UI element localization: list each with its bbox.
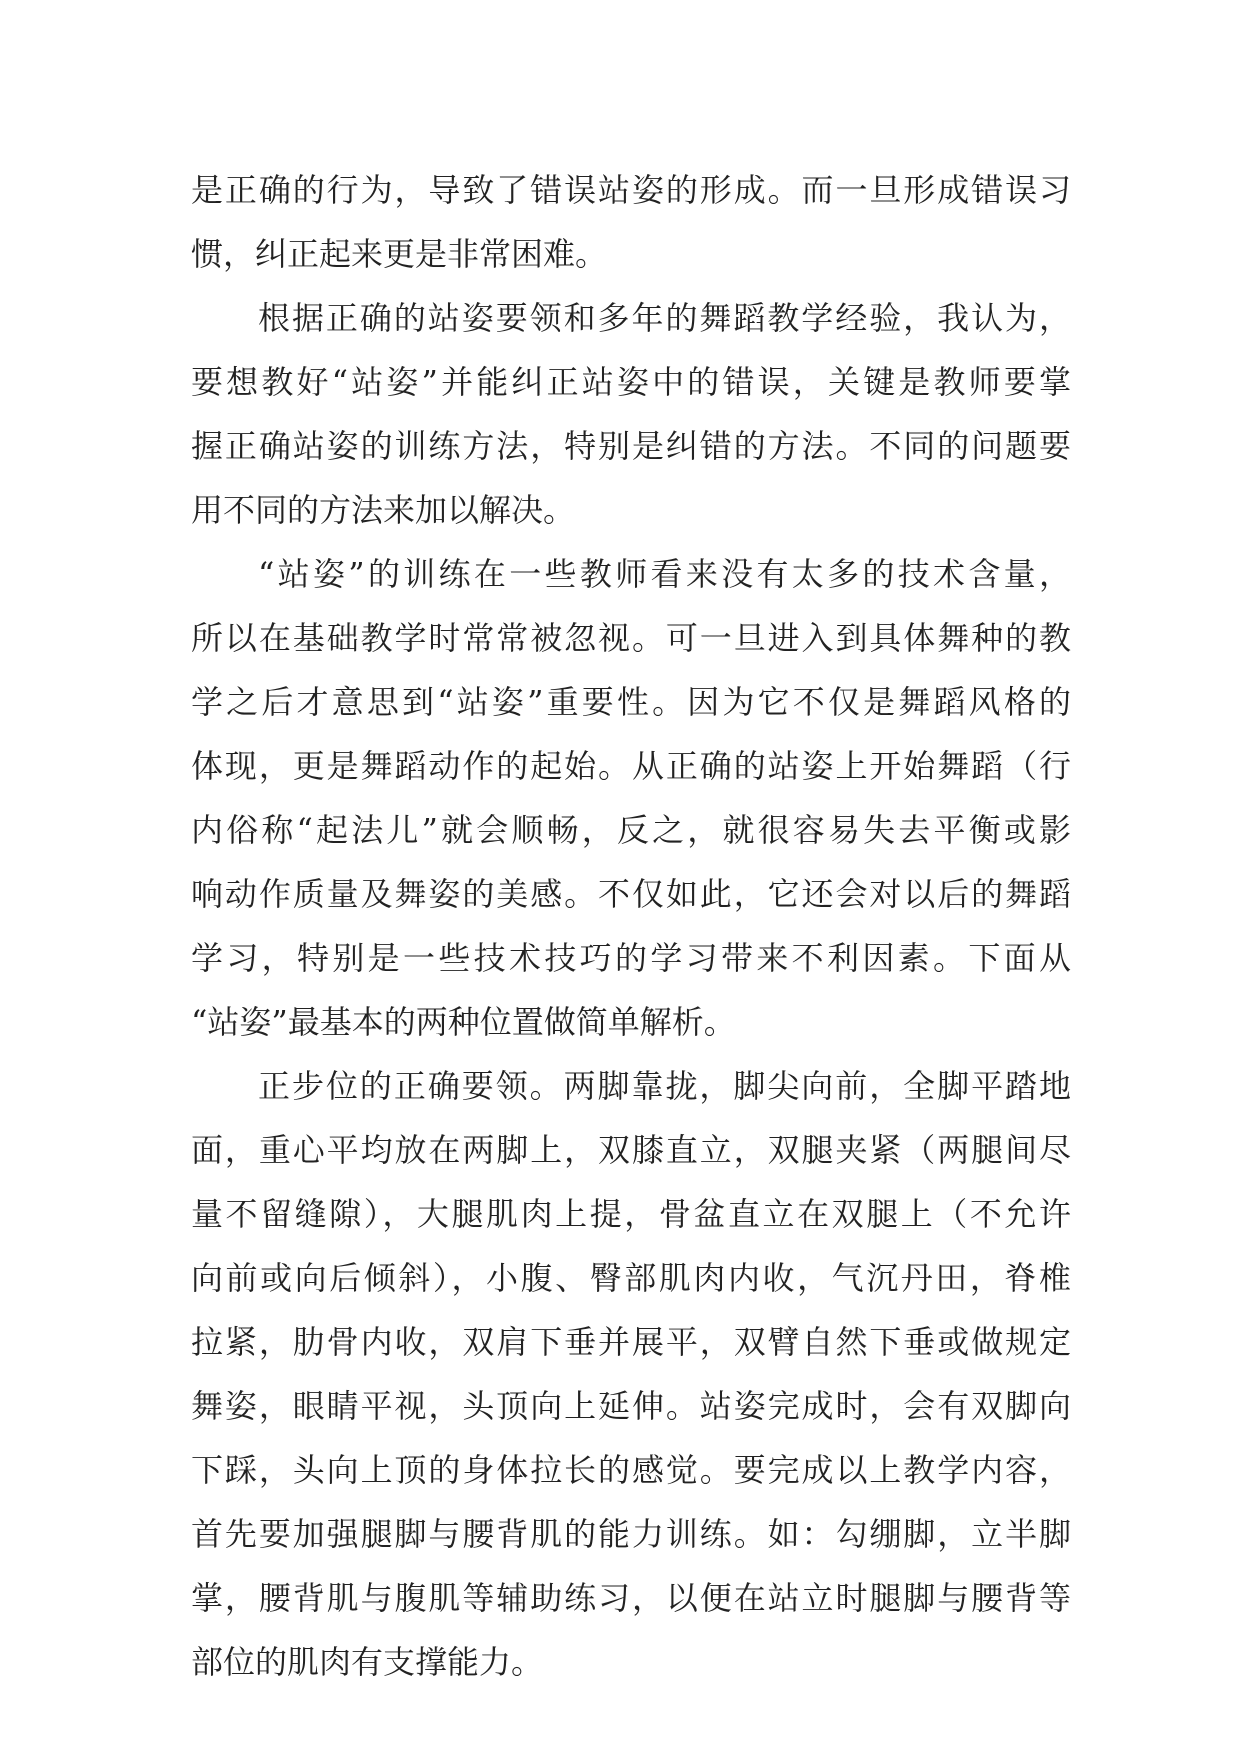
text-line: 用不同的方法来加以解决。 (191, 491, 576, 529)
text-line: 拉紧，肋骨内收，双肩下垂并展平，双臂自然下垂或做规定 (191, 1323, 1071, 1361)
text-line: 要想教好“站姿”并能纠正站姿中的错误，关键是教师要掌 (191, 363, 1071, 401)
text-line: 根据正确的站姿要领和多年的舞蹈教学经验，我认为， (258, 299, 1071, 337)
text-line: “站姿”最基本的两种位置做简单解析。 (191, 1003, 736, 1041)
text-line: 向前或向后倾斜），小腹、臀部肌肉内收，气沉丹田，脊椎 (191, 1259, 1071, 1297)
text-line: 首先要加强腿脚与腰背肌的能力训练。如：勾绷脚，立半脚 (191, 1515, 1071, 1553)
text-line: 惯，纠正起来更是非常困难。 (191, 235, 608, 273)
text-line: 响动作质量及舞姿的美感。不仅如此，它还会对以后的舞蹈 (191, 875, 1071, 913)
text-line: 量不留缝隙），大腿肌肉上提，骨盆直立在双腿上（不允许 (191, 1195, 1071, 1233)
text-line: 握正确站姿的训练方法，特别是纠错的方法。不同的问题要 (191, 427, 1071, 465)
paragraph-2 (191, 286, 1071, 542)
text-line: 面，重心平均放在两脚上，双膝直立，双腿夹紧（两腿间尽 (191, 1131, 1071, 1169)
text-line: 是正确的行为，导致了错误站姿的形成。而一旦形成错误习 (191, 171, 1071, 209)
text-line: 舞姿，眼睛平视，头顶向上延伸。站姿完成时，会有双脚向 (191, 1387, 1071, 1425)
paragraph-3 (191, 542, 1071, 1054)
text-line: 学之后才意思到“站姿”重要性。因为它不仅是舞蹈风格的 (191, 683, 1071, 721)
text-line: 正步位的正确要领。两脚靠拢，脚尖向前，全脚平踏地 (258, 1067, 1071, 1105)
text-line: 下踩，头向上顶的身体拉长的感觉。要完成以上教学内容， (191, 1451, 1071, 1489)
paragraph-4 (191, 1054, 1071, 1694)
text-line: 内俗称“起法儿”就会顺畅，反之，就很容易失去平衡或影 (191, 811, 1071, 849)
paragraph-1 (191, 158, 1071, 286)
text-line: “站姿”的训练在一些教师看来没有太多的技术含量， (258, 555, 1071, 593)
text-line: 部位的肌肉有支撑能力。 (191, 1643, 544, 1681)
document-body (191, 158, 1071, 1694)
text-line: 所以在基础教学时常常被忽视。可一旦进入到具体舞种的教 (191, 619, 1071, 657)
text-line: 掌，腰背肌与腹肌等辅助练习，以便在站立时腿脚与腰背等 (191, 1579, 1071, 1617)
text-line: 学习，特别是一些技术技巧的学习带来不利因素。下面从 (191, 939, 1071, 977)
text-line: 体现，更是舞蹈动作的起始。从正确的站姿上开始舞蹈（行 (191, 747, 1071, 785)
